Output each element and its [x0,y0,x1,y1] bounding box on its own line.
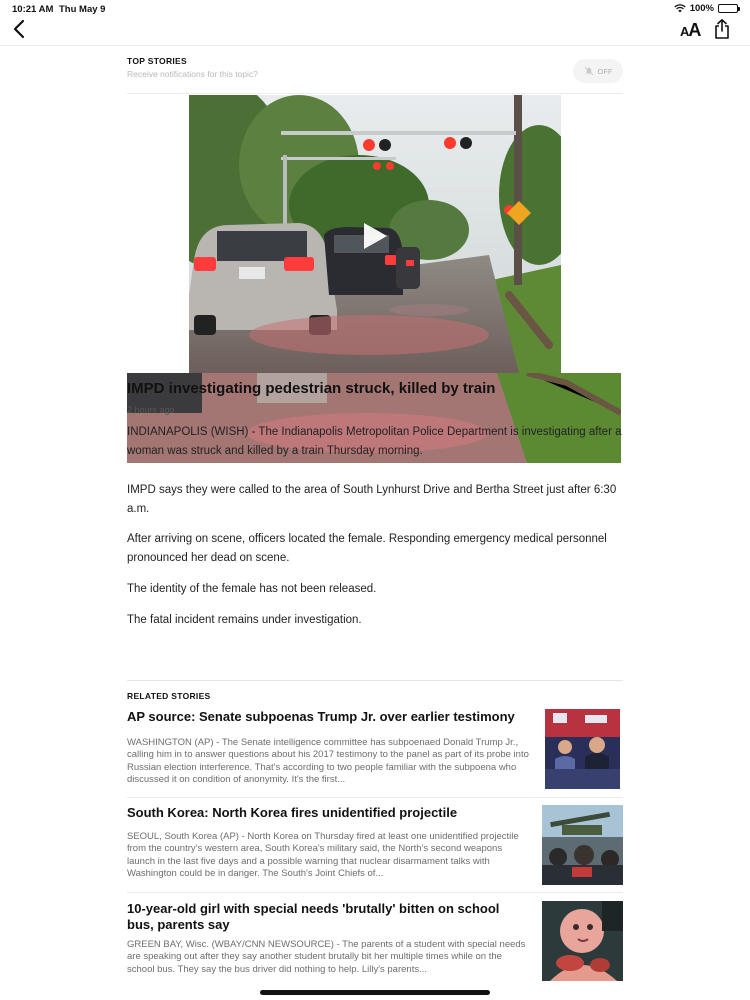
battery-percent: 100% [689,3,714,14]
status-date: Thu May 9 [59,4,106,15]
home-indicator[interactable] [260,990,490,995]
divider [127,892,623,893]
bell-off-icon [584,66,594,76]
related-story-2[interactable] [127,805,623,887]
topic-title: TOP STORIES [127,56,187,66]
notification-toggle[interactable] [573,59,623,83]
article-headline: IMPD investigating pedestrian struck, killed by train [127,380,496,397]
divider [127,680,623,681]
article-paragraph: The fatal incident remains under investigation. [127,614,362,626]
wifi-icon [674,4,686,13]
divider [127,797,623,798]
related-story-summary: GREEN BAY, Wisc. (WBAY/CNN NEWSOURCE) - The parents of a student with special needs are speaking out after they say another student brutally bit her multiple times while on the school bus. They say the bus driver did nothing to help. Lilly's parents... [127,939,526,975]
related-story-summary: SEOUL, South Korea (AP) - North Korea on Thursday fired at least one unidentified projectile from the country's western area, South Korea's military said, the North's second weapons launch in the last five days and a possible warning that nuclear disarmament talks with Washington could be in danger. The South's Joint Chiefs of... [127,831,519,879]
related-story-headline: South Korea: North Korea fires unidentified projectile [127,805,458,820]
status-indicators [674,3,738,14]
status-bar [0,0,750,18]
play-icon[interactable] [362,222,388,250]
topic-header [127,56,623,94]
article-timestamp: 2 hours ago [127,405,175,415]
related-story-thumbnail [542,901,623,981]
share-icon[interactable] [712,18,732,40]
related-story-thumbnail [545,709,620,789]
related-stories-title: RELATED STORIES [127,691,211,701]
related-story-3[interactable] [127,901,623,985]
notification-toggle-label: OFF [597,66,613,76]
related-story-headline: 10-year-old girl with special needs 'brutally' bitten on school bus, parents say [127,901,500,932]
status-time: 10:21 AM [12,4,54,15]
back-chevron-icon[interactable] [10,18,32,40]
article-paragraph: After arriving on scene, officers located the female. Responding emergency medical personnel pronounced her dead on scene. [127,533,607,564]
related-story-summary: WASHINGTON (AP) - The Senate intelligence committee has subpoenaed Donald Trump Jr., calling him in to answer questions about his 2017 testimony to the panel as part of its probe into Russian election interference. That's according to two people familiar with the subpoena who discussed it on condition of anonymity. It's the first... [127,737,529,785]
related-story-1[interactable] [127,709,623,791]
article-paragraph: IMPD says they were called to the area of South Lynhurst Drive and Bertha Street just after 6:30 a.m. [127,484,617,515]
topic-subtitle: Receive notifications for this topic? [127,69,258,79]
navigation-bar [0,18,750,46]
related-story-headline: AP source: Senate subpoenas Trump Jr. over earlier testimony [127,709,515,724]
text-size-button[interactable]: AA [680,20,701,40]
article-paragraph: The identity of the female has not been released. [127,583,377,595]
related-story-thumbnail [542,805,623,885]
battery-icon [718,4,738,13]
article-lead: INDIANAPOLIS (WISH) - The Indianapolis Metropolitan Police Department is investigating after a woman was struck and killed by a train Thursday morning. [127,426,622,457]
